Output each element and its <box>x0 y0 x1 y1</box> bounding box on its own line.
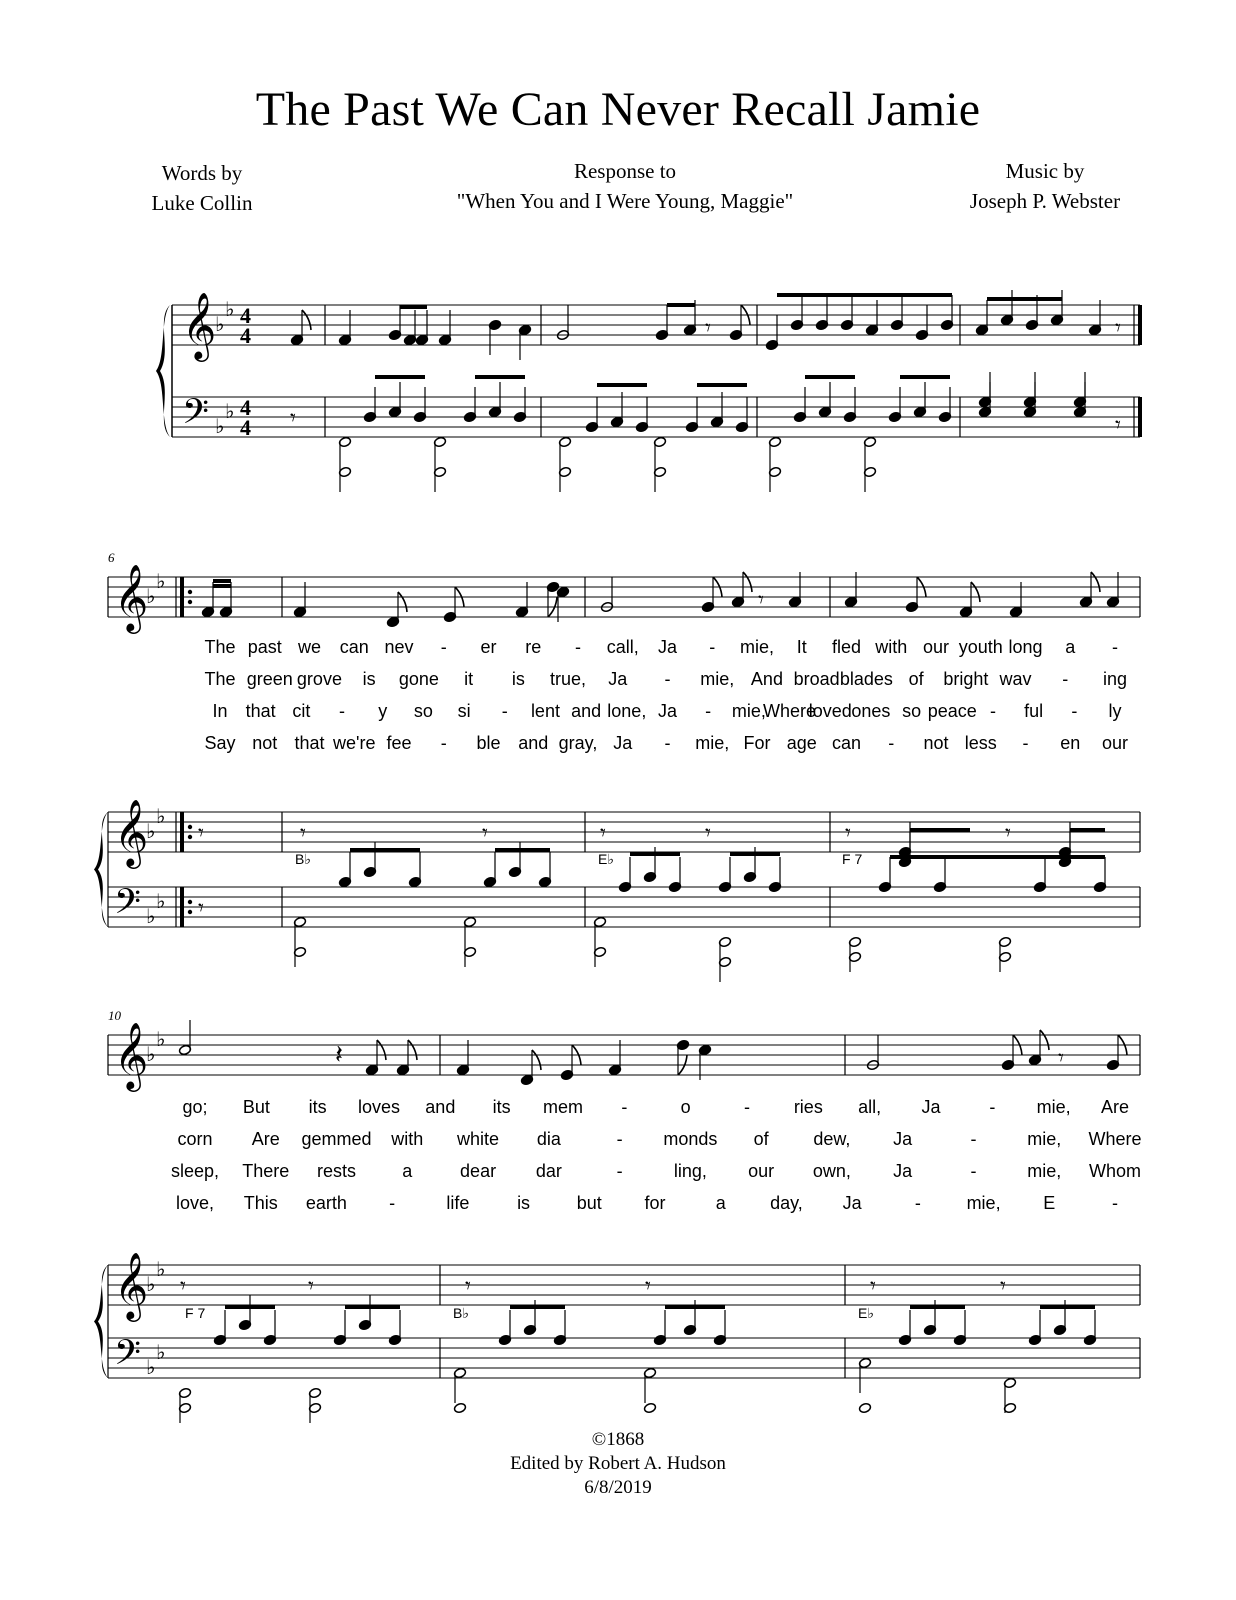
lyric-syllable: mie, <box>695 733 730 753</box>
lyric-syllable: It <box>796 637 807 657</box>
lyric-syllable: Ja <box>842 1193 862 1213</box>
note-flag <box>302 310 311 330</box>
lyric-syllable: - <box>664 733 671 753</box>
flat-icon: ♭ <box>156 569 166 593</box>
lyric-syllable: lone, <box>607 701 647 721</box>
lyric-syllable: blades <box>839 669 893 689</box>
lyric-syllable: all, <box>858 1097 882 1117</box>
lyric-syllable: Where <box>1088 1129 1142 1149</box>
lyric-syllable: with <box>875 637 908 657</box>
eighth-rest-icon: 𝄾 <box>1005 821 1011 846</box>
lyric-syllable: dar <box>535 1161 562 1181</box>
flat-icon: ♭ <box>146 1272 156 1296</box>
lyric-syllable: lent <box>530 701 560 721</box>
lyric-syllable: so <box>413 701 433 721</box>
lyric-syllable: a <box>1065 637 1076 657</box>
chord-symbol: E♭ <box>598 851 614 867</box>
flat-icon: ♭ <box>146 1355 156 1379</box>
lyric-syllable: mie, <box>1036 1097 1071 1117</box>
repeat-dot <box>188 910 192 914</box>
eighth-rest-icon: 𝄾 <box>758 588 764 613</box>
repeat-dot <box>188 600 192 604</box>
lyric-syllable: sleep, <box>170 1161 220 1181</box>
note-head <box>643 1402 656 1413</box>
note-flag <box>398 592 407 612</box>
lyric-syllable: - <box>989 1097 996 1117</box>
lyric-syllable: peace <box>927 701 977 721</box>
lyric-syllable: it <box>464 669 474 689</box>
lyric-syllable: mie, <box>966 1193 1001 1213</box>
note-flag <box>1091 572 1100 592</box>
lyric-syllable: - <box>616 1129 623 1149</box>
repeat-dot <box>188 825 192 829</box>
lyric-syllable: ling, <box>673 1161 707 1181</box>
lyric-syllable: corn <box>177 1129 213 1149</box>
lyric-syllable: - <box>705 701 712 721</box>
lyric-syllable: mie, <box>731 701 766 721</box>
lyric-syllable: but <box>576 1193 602 1213</box>
lyric-syllable: its <box>308 1097 327 1117</box>
lyric-syllable: - <box>970 1161 977 1181</box>
note-head <box>453 1402 466 1413</box>
lyric-syllable: - <box>1062 669 1069 689</box>
lyric-syllable: green <box>246 669 293 689</box>
lyric-syllable: en <box>1060 733 1081 753</box>
lyric-syllable: ly <box>1108 701 1122 721</box>
lyric-syllable: - <box>501 701 508 721</box>
lyric-syllable: o <box>680 1097 691 1117</box>
lyric-syllable: Say <box>204 733 236 753</box>
chord-symbol: F 7 <box>185 1305 206 1321</box>
lyric-syllable: Ja <box>921 1097 941 1117</box>
lyric-syllable: with <box>391 1129 424 1149</box>
response-song: "When You and I Were Young, Maggie" <box>456 189 794 213</box>
lyric-syllable: dia <box>536 1129 561 1149</box>
chord-symbol: F 7 <box>842 851 863 867</box>
time-signature-bottom: 4 <box>240 415 251 440</box>
lyric-syllable: for <box>644 1193 666 1213</box>
time-signature-top: 4 <box>240 395 251 420</box>
lyric-syllable: and <box>518 733 549 753</box>
lyric-syllable: dear <box>460 1161 497 1181</box>
lyric-syllable: nev <box>384 637 414 657</box>
lyric-syllable: And <box>750 669 783 689</box>
lyric-syllable: call, <box>606 637 639 657</box>
lyrics-layer <box>171 637 1142 1213</box>
eighth-rest-icon: 𝄾 <box>300 821 306 846</box>
lyric-syllable: gray, <box>558 733 598 753</box>
lyric-syllable: E <box>1043 1193 1056 1213</box>
repeat-dot <box>188 835 192 839</box>
lyric-syllable: day, <box>770 1193 803 1213</box>
lyric-syllable: - <box>888 733 895 753</box>
lyric-syllable: - <box>440 637 447 657</box>
lyric-syllable: earth <box>305 1193 347 1213</box>
lyric-syllable: fled <box>831 637 862 657</box>
lyric-syllable: that <box>294 733 325 753</box>
lyric-syllable: age <box>786 733 817 753</box>
lyric-syllable: Ja <box>657 701 678 721</box>
lyric-syllable: - <box>709 637 716 657</box>
lyric-syllable: less <box>964 733 997 753</box>
lyric-syllable: of <box>908 669 924 689</box>
lyric-syllable: - <box>970 1129 977 1149</box>
brace <box>94 812 108 927</box>
lyric-syllable: - <box>989 701 996 721</box>
lyric-syllable: er <box>480 637 497 657</box>
lyric-syllable: In <box>212 701 228 721</box>
lyric-syllable: ble <box>476 733 501 753</box>
note-flag <box>1040 1030 1049 1050</box>
bass-clef-icon: 𝄢 <box>182 391 210 440</box>
chord-symbol: B♭ <box>295 851 311 867</box>
flat-icon: ♭ <box>225 297 235 321</box>
editor-credit: Edited by Robert A. Hudson <box>510 1453 726 1474</box>
lyric-syllable: is <box>511 669 525 689</box>
lyric-syllable: can <box>339 637 369 657</box>
flat-icon: ♭ <box>156 804 166 828</box>
flat-icon: ♭ <box>215 312 225 336</box>
eighth-rest-icon: 𝄾 <box>198 821 204 846</box>
eighth-rest-icon: 𝄾 <box>870 1274 876 1299</box>
lyric-syllable: fee <box>386 733 412 753</box>
treble-clef-icon: 𝄞 <box>114 563 149 631</box>
lyric-syllable: not <box>252 733 278 753</box>
lyric-syllable: Are <box>251 1129 280 1149</box>
eighth-rest-icon: 𝄾 <box>1000 1274 1006 1299</box>
lyric-syllable: Where <box>763 701 817 721</box>
lyric-syllable: grove <box>296 669 342 689</box>
measure-number-6: 6 <box>108 550 115 565</box>
eighth-rest-icon: 𝄾 <box>705 316 711 341</box>
lyric-syllable: The <box>204 669 236 689</box>
lyric-syllable: - <box>1022 733 1029 753</box>
lyric-syllable: so <box>902 701 922 721</box>
note-flag <box>532 1050 541 1070</box>
page-footer <box>0 1428 1236 1500</box>
copyright-year: ©1868 <box>591 1429 645 1450</box>
note-flag <box>971 582 980 602</box>
eighth-rest-icon: 𝄾 <box>845 821 851 846</box>
eighth-rest-icon: 𝄾 <box>308 1274 314 1299</box>
lyric-syllable: Whom <box>1088 1161 1142 1181</box>
lyric-syllable: - <box>744 1097 750 1117</box>
chord-symbol: E♭ <box>858 1305 874 1321</box>
lyric-syllable: own, <box>812 1161 851 1181</box>
lyric-syllable: mie, <box>739 637 775 657</box>
lyric-syllable: and <box>425 1097 456 1117</box>
lyric-syllable: Ja <box>893 1129 913 1149</box>
lyricist-name: Luke Collin <box>151 191 253 215</box>
lyric-syllable: - <box>1071 701 1078 721</box>
lyric-syllable: Ja <box>613 733 633 753</box>
note-flag <box>743 572 752 592</box>
lyric-syllable: si <box>457 701 471 721</box>
eighth-rest-icon: 𝄾 <box>645 1274 651 1299</box>
lyric-syllable: gemmed <box>301 1129 372 1149</box>
quarter-rest-icon: 𝄽 <box>335 1040 343 1070</box>
lyric-syllable: not <box>923 733 949 753</box>
eighth-rest-icon: 𝄾 <box>600 821 606 846</box>
lyric-syllable: wav <box>999 669 1032 689</box>
treble-clef-icon: 𝄞 <box>114 1251 149 1319</box>
lyric-syllable: a <box>715 1193 726 1213</box>
lyric-syllable: There <box>242 1161 290 1181</box>
repeat-dot <box>188 590 192 594</box>
lyric-syllable: loves <box>357 1097 401 1117</box>
lyric-syllable: we're <box>333 733 376 753</box>
chord-symbol: B♭ <box>453 1305 469 1321</box>
lyric-syllable: our <box>1101 733 1129 753</box>
flat-icon: ♭ <box>215 414 225 438</box>
lyric-syllable: But <box>242 1097 270 1117</box>
repeat-dot <box>188 900 192 904</box>
edit-date: 6/8/2019 <box>584 1477 652 1498</box>
lyric-syllable: mie, <box>1027 1129 1062 1149</box>
lyric-syllable: This <box>243 1193 278 1213</box>
song-title: The Past We Can Never Recall Jamie <box>255 83 981 136</box>
eighth-rest-icon: 𝄾 <box>482 821 488 846</box>
lyric-syllable: - <box>575 637 581 657</box>
lyric-syllable: cit <box>292 701 311 721</box>
lyric-syllable: can <box>831 733 862 753</box>
lyric-syllable: youth <box>958 637 1003 657</box>
note-head <box>858 1402 871 1413</box>
lyric-syllable: rests <box>317 1161 357 1181</box>
lyric-syllable: ful <box>1024 701 1044 721</box>
lyric-syllable: we <box>297 637 322 657</box>
eighth-rest-icon: 𝄾 <box>180 1274 186 1299</box>
flat-icon: ♭ <box>156 889 166 913</box>
eighth-rest-icon: 𝄾 <box>1115 316 1121 341</box>
lyric-syllable: go; <box>182 1097 208 1117</box>
lyric-syllable: love, <box>175 1193 215 1213</box>
treble-clef-icon: 𝄞 <box>114 1021 149 1089</box>
notes-layer <box>175 290 1130 1423</box>
flat-icon: ♭ <box>156 1340 166 1364</box>
lyric-syllable: ones <box>851 701 891 721</box>
time-signature-top: 4 <box>240 303 251 328</box>
lyric-syllable: - <box>1112 637 1118 657</box>
lyric-syllable: - <box>616 1161 623 1181</box>
flat-icon: ♭ <box>156 1257 166 1281</box>
lyric-syllable: For <box>743 733 771 753</box>
note-flag <box>377 1040 386 1060</box>
lyric-syllable: ries <box>793 1097 823 1117</box>
lyric-syllable: true, <box>550 669 587 689</box>
flat-icon: ♭ <box>146 584 156 608</box>
lyric-syllable: loved <box>808 701 852 721</box>
lyric-syllable: life <box>446 1193 470 1213</box>
lyric-syllable: re <box>525 637 542 657</box>
lyric-syllable: and <box>571 701 602 721</box>
lyric-syllable: mem <box>543 1097 583 1117</box>
eighth-rest-icon: 𝄾 <box>1058 1046 1064 1071</box>
eighth-rest-icon: 𝄾 <box>465 1274 471 1299</box>
lyric-syllable: - <box>1112 1193 1118 1213</box>
time-signature-bottom: 4 <box>240 323 251 348</box>
response-label: Response to <box>573 159 677 183</box>
flat-icon: ♭ <box>146 904 156 928</box>
lyric-syllable: our <box>922 637 950 657</box>
note-flag <box>408 1040 417 1060</box>
lyric-syllable: our <box>748 1161 775 1181</box>
brace <box>94 1265 108 1378</box>
lyric-syllable: monds <box>663 1129 718 1149</box>
eighth-rest-icon: 𝄾 <box>1115 413 1121 438</box>
staff-lines <box>94 291 1140 1381</box>
flat-icon: ♭ <box>156 1027 166 1051</box>
lyric-syllable: gone <box>398 669 439 689</box>
lyric-syllable: dew, <box>813 1129 851 1149</box>
lyric-syllable: - <box>914 1193 921 1213</box>
lyric-syllable: y <box>378 701 388 721</box>
lyric-syllable: Ja <box>893 1161 913 1181</box>
lyric-syllable: mie, <box>700 669 735 689</box>
flat-icon: ♭ <box>225 399 235 423</box>
lyric-syllable: is <box>517 1193 531 1213</box>
lyric-syllable: is <box>362 669 376 689</box>
lyric-syllable: The <box>204 637 236 657</box>
lyric-syllable: broad <box>793 669 840 689</box>
brace <box>156 305 170 437</box>
flat-icon: ♭ <box>146 1042 156 1066</box>
eighth-rest-icon: 𝄾 <box>705 821 711 846</box>
lyric-syllable: white <box>457 1129 500 1149</box>
lyric-syllable: - <box>621 1097 628 1117</box>
eighth-rest-icon: 𝄾 <box>198 896 204 921</box>
lyric-syllable: past <box>247 637 282 657</box>
lyric-syllable: - <box>389 1193 396 1213</box>
lyric-syllable: Ja <box>657 637 678 657</box>
bass-clef-icon: 𝄢 <box>114 1332 142 1381</box>
lyric-syllable: long <box>1008 637 1043 657</box>
lyric-syllable: a <box>402 1161 413 1181</box>
lyric-syllable: ing <box>1102 669 1128 689</box>
bass-clef-icon: 𝄢 <box>114 881 142 930</box>
lyric-syllable: mie, <box>1027 1161 1062 1181</box>
lyric-syllable: - <box>339 701 346 721</box>
lyric-syllable: that <box>245 701 276 721</box>
treble-clef-icon: 𝄞 <box>114 798 149 866</box>
lyric-syllable: of <box>753 1129 769 1149</box>
composer-name: Joseph P. Webster <box>969 189 1121 213</box>
lyric-syllable: Are <box>1100 1097 1130 1117</box>
lyric-syllable: Ja <box>608 669 628 689</box>
treble-clef-icon: 𝄞 <box>182 291 217 359</box>
lyric-syllable: bright <box>943 669 989 689</box>
lyric-syllable: - <box>664 669 671 689</box>
lyric-syllable: its <box>492 1097 511 1117</box>
eighth-rest-icon: 𝄾 <box>290 406 296 431</box>
flat-icon: ♭ <box>146 819 156 843</box>
words-by-label: Words by <box>161 161 243 185</box>
music-by-label: Music by <box>1005 159 1085 183</box>
measure-number-10: 10 <box>108 1008 121 1023</box>
lyric-syllable: - <box>440 733 447 753</box>
